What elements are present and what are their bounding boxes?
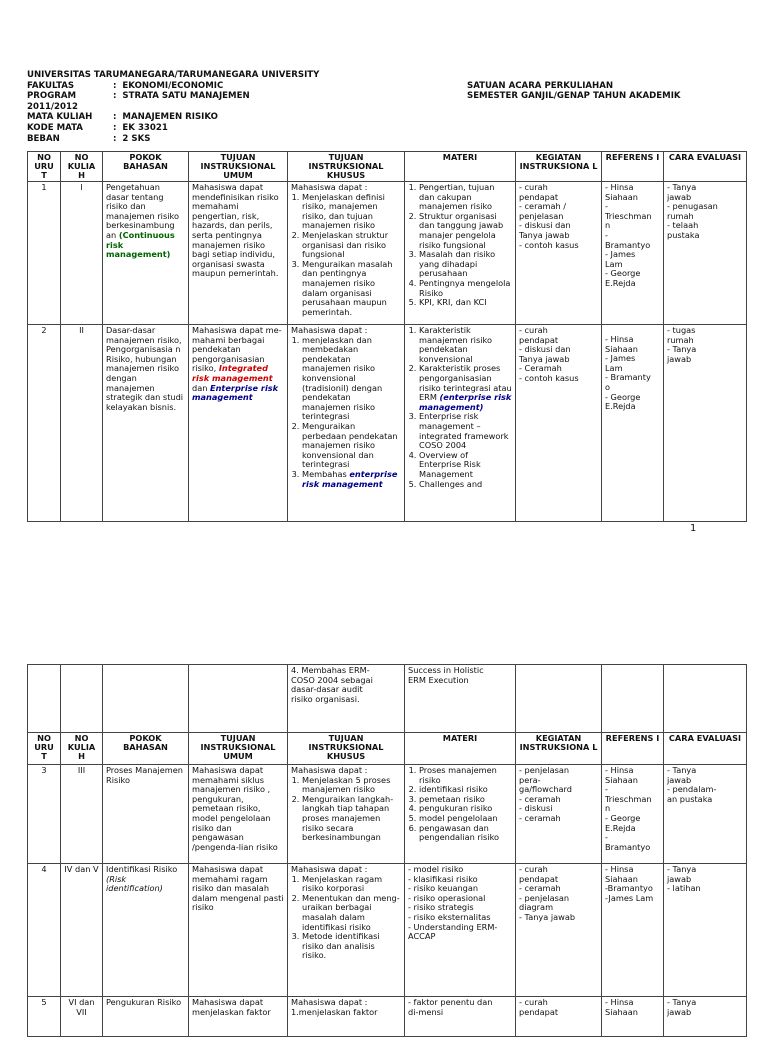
list-item: 2. Menguraikan langkah-langkah tiap tahapan proses manajemen risiko secara berkesinambungan xyxy=(302,795,401,843)
cell-khusus: 4. Membahas ERM- COSO 2004 sebagai dasar-dasar audit risiko organisasi. xyxy=(288,665,405,733)
col-header: NO URU T xyxy=(28,733,61,765)
cell-khusus: Mahasiswa dapat : 1.menjelaskan faktor xyxy=(288,997,405,1037)
list-item: 2. Struktur organisasi dan tanggung jawab manajer pengelola risiko fungsional xyxy=(419,212,512,250)
cell-materi: - faktor penentu dan di-mensi xyxy=(405,997,516,1037)
table-row-continuation xyxy=(28,665,747,733)
fakultas-value: : EKONOMI/ECONOMIC xyxy=(113,80,224,91)
table-header-row xyxy=(28,152,747,182)
cell-no: 5 xyxy=(28,997,61,1037)
col-header: TUJUAN INSTRUKSIONAL KHUSUS xyxy=(288,733,405,765)
list-item: 1. Menjelaskan ragam risiko korporasi xyxy=(302,875,401,894)
umum-text: Mahasiswa dapat me-mahami berbagai pendekatan pengorganisasian risiko, xyxy=(192,325,282,374)
semester-title: SEMESTER GANJIL/GENAP TAHUN AKADEMIK xyxy=(467,91,681,102)
col-header: MATERI xyxy=(405,733,516,765)
cell-pokok: Pengukuran Risiko xyxy=(103,997,189,1037)
document-header xyxy=(27,70,747,144)
list-item xyxy=(302,470,401,489)
table-row xyxy=(28,864,747,997)
table-row xyxy=(28,325,747,522)
list-item: 3. Menguraikan masalah dan pentingnya manajemen risiko dalam organisasi perusahaan maupun pemerintah. xyxy=(302,260,401,318)
list-item: 4. Overview of Enterprise Risk Management xyxy=(419,451,512,480)
col-header: NO KULIA H xyxy=(61,733,103,765)
cell-materi: Success in Holistic ERM Execution xyxy=(405,665,516,733)
list-item: 5. KPI, KRI, dan KCI xyxy=(419,298,512,308)
list-item: 3. Metode identifikasi risiko dan analisis risiko. xyxy=(302,932,401,961)
khusus-3-emphasis: enterprise risk management xyxy=(302,468,398,489)
cell-materi xyxy=(405,325,516,522)
cell-evaluasi: - Tanya jawab - penugasan rumah - telaah pustaka xyxy=(664,182,747,325)
cell-materi: - model risiko - klasifikasi risiko - risiko keuangan - risiko operasional - risiko strategis - risiko eksternalitas - Understanding ERM- ACCAP xyxy=(405,864,516,997)
col-header: MATERI xyxy=(405,152,516,182)
cell-khusus xyxy=(288,182,405,325)
list-item: 2. identifikasi risiko xyxy=(419,785,512,795)
khusus-intro: Mahasiswa dapat : xyxy=(291,182,368,192)
list-item xyxy=(419,364,512,412)
list-item: 2. Menentukan dan meng-uraikan berbagai masalah dalam identifikasi risiko xyxy=(302,894,401,932)
cell-pokok: Dasar-dasar manajemen risiko, Pengorganisasia n Risiko, hubungan manajemen risiko dengan manajemen strategik dan studi kelayakan bisnis. xyxy=(103,325,189,522)
cell-no: 1 xyxy=(28,182,61,325)
table-row xyxy=(28,997,747,1037)
umum-emphasis-integrated: Integrated risk management xyxy=(192,363,273,383)
list-item: 1. Menjelaskan 5 proses manajemen risiko xyxy=(302,776,401,795)
pokok-text: Pengetahuan dasar tentang risiko dan manajemen risiko berkesinambung an xyxy=(106,182,179,240)
table-row xyxy=(28,182,747,325)
cell-referensi: - Hinsa Siahaan - James Lam - Bramanty o - George E.Rejda xyxy=(602,325,664,522)
kode-label: KODE MATA xyxy=(27,122,83,133)
cell-kegiatan: - curah pendapat xyxy=(516,997,602,1037)
cell-umum: Mahasiswa dapat mendefinisikan risiko memahami pengertian, risk, hazards, dan perils, serta pentingnya manajemen risiko bagi setiap individu, organisasi swasta maupun pemerintah. xyxy=(189,182,288,325)
col-header: TUJUAN INSTRUKSIONAL UMUM xyxy=(189,152,288,182)
list-item: 1. menjelaskan dan membedakan pendekatan manajemen risiko konvensional (tradisionil) dengan pendekatan manajemen risiko terintegrasi xyxy=(302,336,401,422)
sap-table-page-2 xyxy=(27,664,747,1037)
pokok-text: Identifikasi Risiko xyxy=(106,864,178,874)
umum-emphasis-enterprise: Enterprise risk management xyxy=(192,382,279,403)
col-header: NO URU T xyxy=(28,152,61,182)
col-header: POKOK BAHASAN xyxy=(103,733,189,765)
list-item: 6. pengawasan dan pengendalian risiko xyxy=(419,824,512,843)
col-header: CARA EVALUASI xyxy=(664,733,747,765)
khusus-intro: Mahasiswa dapat : xyxy=(291,325,368,335)
col-header: REFERENS I xyxy=(602,152,664,182)
col-header: POKOK BAHASAN xyxy=(103,152,189,182)
cell-kegiatan: - penjelasan pera- ga/flowchard - ceramah - diskusi - ceramah xyxy=(516,765,602,864)
khusus-intro: Mahasiswa dapat : xyxy=(291,765,368,775)
col-header: REFERENS I xyxy=(602,733,664,765)
list-item: 4. pengukuran risiko xyxy=(419,804,512,814)
list-item: 3. Masalah dan risiko yang dihadapi perusahaan xyxy=(419,250,512,279)
list-item: 3. pemetaan risiko xyxy=(419,795,512,805)
cell-kuliah: VI dan VII xyxy=(61,997,103,1037)
col-header: TUJUAN INSTRUKSIONAL KHUSUS xyxy=(288,152,405,182)
mata-kuliah-label: MATA KULIAH xyxy=(27,112,93,123)
satuan-title: SATUAN ACARA PERKULIAHAN xyxy=(467,80,614,91)
umum-dan: dan xyxy=(192,382,208,393)
cell-referensi: - Hinsa Siahaan - Trieschman n - Bramantyo - James Lam - George E.Rejda xyxy=(602,182,664,325)
cell-kegiatan: - curah pendapat - ceramah / penjelasan - diskusi dan Tanya jawab - contoh kasus xyxy=(516,182,602,325)
khusus-intro: Mahasiswa dapat : xyxy=(291,864,368,874)
cell-umum xyxy=(189,325,288,522)
university-name: UNIVERSITAS TARUMANEGARA/TARUMANEGARA UNIVERSITY xyxy=(27,70,320,80)
cell-kuliah: III xyxy=(61,765,103,864)
cell-kuliah: I xyxy=(61,182,103,325)
cell-umum: Mahasiswa dapat menjelaskan faktor xyxy=(189,997,288,1037)
cell-pokok xyxy=(103,182,189,325)
pokok-italic: (Risk identification) xyxy=(106,873,163,894)
list-item: 4. Pentingnya mengelola Risiko xyxy=(419,279,512,298)
col-header: KEGIATAN INSTRUKSIONA L xyxy=(516,733,602,765)
list-item: 1. Proses manajemen risiko xyxy=(419,766,512,785)
table-row xyxy=(28,765,747,864)
cell-kuliah: IV dan V xyxy=(61,864,103,997)
pokok-emphasis: (Continuous risk management) xyxy=(106,229,175,260)
cell-materi xyxy=(405,765,516,864)
col-header: TUJUAN INSTRUKSIONAL UMUM xyxy=(189,733,288,765)
program-label: PROGRAM xyxy=(27,91,77,102)
cell-khusus xyxy=(288,325,405,522)
cell-evaluasi: - tugas rumah - Tanya jawab xyxy=(664,325,747,522)
academic-year: 2011/2012 xyxy=(27,101,78,112)
cell-materi xyxy=(405,182,516,325)
list-item: 2. Menguraikan perbedaan pendekatan manajemen risiko konvensional dan terintegrasi xyxy=(302,422,401,470)
list-item: 1. Pengertian, tujuan dan cakupan manajemen risiko xyxy=(419,183,512,212)
cell-referensi: - Hinsa Siahaan xyxy=(602,997,664,1037)
list-item: 2. Menjelaskan struktur organisasi dan risiko fungsional xyxy=(302,231,401,260)
list-item: 5. Challenges and xyxy=(419,480,512,490)
cell-evaluasi: - Tanya jawab xyxy=(664,997,747,1037)
cell-khusus xyxy=(288,864,405,997)
materi-2-text: Karakteristik proses pengorganisasian risiko terintegrasi atau ERM xyxy=(419,363,512,403)
sap-table-page-1 xyxy=(27,151,747,522)
cell-pokok: Proses Manajemen Risiko xyxy=(103,765,189,864)
mata-kuliah-value: : MANAJEMEN RISIKO xyxy=(113,112,218,123)
col-header: NO KULIA H xyxy=(61,152,103,182)
cell-no: 2 xyxy=(28,325,61,522)
cell-kuliah: II xyxy=(61,325,103,522)
cell-no: 4 xyxy=(28,864,61,997)
list-item: 1. Karakteristik manajemen risiko pendekatan konvensional xyxy=(419,326,512,364)
cell-referensi: - Hinsa Siahaan - Trieschman n - George E.Rejda - Bramantyo xyxy=(602,765,664,864)
khusus-3-text: Membahas xyxy=(302,468,347,479)
cell-kegiatan: - curah pendapat - diskusi dan Tanya jawab - Ceramah - contoh kasus xyxy=(516,325,602,522)
program-value: : STRATA SATU MANAJEMEN xyxy=(113,91,250,102)
page-number: 1 xyxy=(690,523,697,534)
cell-pokok xyxy=(103,864,189,997)
beban-value: : 2 SKS xyxy=(113,133,151,144)
cell-umum: Mahasiswa dapat memahami siklus manajemen risiko , pengukuran, pemetaan risiko, model pengelolaan risiko dan pengawasan /pengenda-lian risiko xyxy=(189,765,288,864)
table-header-row xyxy=(28,733,747,765)
cell-evaluasi: - Tanya jawab - pendalam- an pustaka xyxy=(664,765,747,864)
cell-umum: Mahasiswa dapat memahami ragam risiko dan masalah dalam mengenal pasti risiko xyxy=(189,864,288,997)
col-header: KEGIATAN INSTRUKSIONA L xyxy=(516,152,602,182)
materi-2-emphasis: (enterprise risk management) xyxy=(419,392,512,412)
kode-value: : EK 33021 xyxy=(113,122,168,133)
list-item: 5. model pengelolaan xyxy=(419,814,512,824)
cell-referensi: - Hinsa Siahaan -Bramantyo -James Lam xyxy=(602,864,664,997)
beban-label: BEBAN xyxy=(27,133,60,144)
cell-evaluasi: - Tanya jawab - latihan xyxy=(664,864,747,997)
cell-kegiatan: - curah pendapat - ceramah - penjelasan diagram - Tanya jawab xyxy=(516,864,602,997)
col-header: CARA EVALUASI xyxy=(664,152,747,182)
cell-khusus xyxy=(288,765,405,864)
fakultas-label: FAKULTAS xyxy=(27,80,75,91)
list-item: 1. Menjelaskan definisi risiko, manajemen risiko, dan tujuan manajemen risiko xyxy=(302,193,401,231)
cell-no: 3 xyxy=(28,765,61,864)
list-item: 3. Enterprise risk management – integrated framework COSO 2004 xyxy=(419,412,512,450)
